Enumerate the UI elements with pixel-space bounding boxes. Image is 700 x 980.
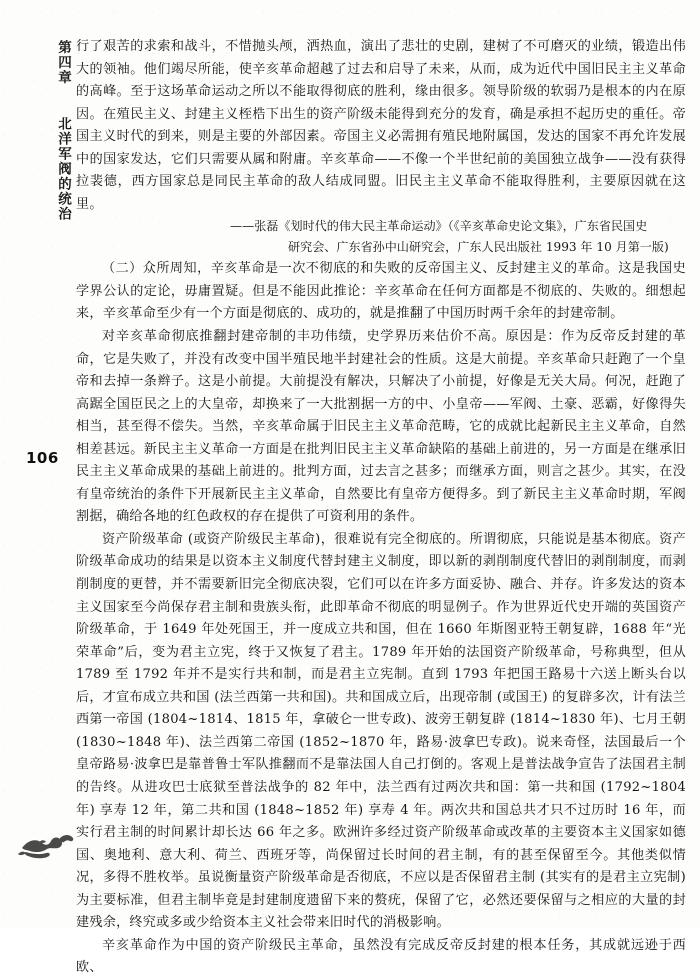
citation-block (76, 216, 686, 258)
body-text-column (76, 36, 686, 980)
chapter-title: 北洋军阀的统治 (55, 116, 71, 222)
chapter-number: 第四章 (55, 40, 71, 85)
citation-line-publisher: 研究会、广东省孙中山研究会，广东人民出版社 1993 年 10 月第一版) (288, 240, 669, 255)
paragraph: 辛亥革命作为中国的资产阶级民主革命，虽然没有完成反帝反封建的根本任务，其成就远逊于西欧、 (76, 937, 686, 976)
page-number: 106 (26, 449, 59, 467)
dragon-ornament (16, 818, 78, 862)
citation-line-source: ——张磊《划时代的伟大民主革命运动》（《辛亥革命史论文集》，广东省民国史 (230, 219, 648, 234)
paragraph: 资产阶级革命 (或资产阶级民主革命)，很难说有完全彻底的。所谓彻底，只能说是基本彻底。资产阶级革命成功的结果是以资本主义制度代替封建主义制度，即以新的剥削制度代替旧的剥削制度，而剥削制度的更替，并不需要新旧完全彻底决裂，它们可以在许多方面妥协、融合、并存。许多发达的资本主义国家至今尚保存君主制和贵族头衔，此即革命不彻底的明显例子。作为世界近代史开端的英国资产阶级革命，于 1649 年处死国王，并一度成立共和国，但在 1660 年斯图亚特王朝复辟，1688 年“光荣革命”后，变为君主立宪，终于又恢复了君主。1789 年开始的法国资产阶级革命，号称典型，但从 1789 至 1792 年并不是实行共和制，而是君主立宪制。直到 1793 年把国王路易十六送上断头台以后，才宣布成立共和国 (法兰西第一共和国)。共和国成立后，出现帝制 (或国王) 的复辟多次，计有法兰西第一帝国 (1804~1814、1815 年，拿破仑一世专政)、波旁王朝复辟 (1814~1830 年)、七月王朝 (1830~1848 年)、法兰西第二帝国 (1852~1870 年，路易·波拿巴专政)。说来奇怪，法国最后一个皇帝路易·波拿巴是靠普鲁士军队推翻而不是靠法国人自己打倒的。客观上是普法战争宣告了法国君主制的告终。从进攻巴士底狱至普法战争的 82 年中，法兰西有过两次共和国：第一共和国 (1792~1804 年) 享寿 12 年，第二共和国 (1848~1852 年) 享寿 4 年。两次共和国总共才只不过历时 16 年，而实行君主制的时间累计却长达 66 年之多。欧洲许多经过资产阶级革命或改革的主要资本主义国家如德国、奥地利、意大利、荷兰、西班牙等，尚保留过长时间的君主制，有的甚至保留至今。其他类似情况，多得不胜枚举。虽说衡量资产阶级革命是否彻底，不应以是否保留君主制 (其实有的是君主立宪制) 为主要标准，但君主制毕竟是封建制度遗留下来的赘疣，保留了它，必然还要保留与之相应的大量的封建残余，终究或多或少给资本主义社会带来旧时代的消极影响。 (76, 531, 686, 931)
paragraph: （二）众所周知，辛亥革命是一次不彻底的和失败的反帝国主义、反封建主义的革命。这是我国史学界公认的定论，毋庸置疑。但是不能因此推论：辛亥革命在任何方面都是不彻底的、失败的。细想起来，辛亥革命至少有一个方面是彻底的、成功的，就是推翻了中国历时两千余年的封建帝制。 (76, 261, 686, 322)
paragraph: 行了艰苦的求索和战斗，不惜抛头颅，洒热血，演出了悲壮的史剧，建树了不可磨灭的业绩，锻造出伟大的领袖。他们竭尽所能，使辛亥革命超越了过去和启导了未来，从而，成为近代中国旧民主主义革命的高峰。至于这场革命运动之所以不能取得彻底的胜利，缘由很多。领导阶级的软弱乃是根本的内在原因。在殖民主义、封建主义桎梏下出生的资产阶级未能得到充分的发育，确是承担不起历史的重任。帝国主义时代的到来，则是主要的外部因素。帝国主义必需拥有殖民地附属国，发达的国家不再允许发展中的国家发达，它们只需要从属和附庸。辛亥革命——不像一个半世纪前的美国独立战争——没有获得拉裴德，西方国家总是同民主革命的敌人结成同盟。旧民主主义革命不能取得胜利，主要原因就在这里。 (76, 39, 686, 212)
paragraph: 对辛亥革命彻底推翻封建帝制的丰功伟绩，史学界历来估价不高。原因是：作为反帝反封建的革命，它是失败了，并没有改变中国半殖民地半封建社会的性质。这是大前提。辛亥革命只赶跑了一个皇帝和去掉一条辫子。这是小前提。大前提没有解决，只解决了小前提，好像是无关大局。何况，赶跑了高踞全国臣民之上的大皇帝，却换来了一大批割据一方的中、小皇帝——军阀、土豪、恶霸，好像得失相当，甚至得不偿失。当然，辛亥革命属于旧民主主义革命范畴，它的成就比起新民主主义革命，自然相差甚远。新民主主义革命一方面是在批判旧民主主义革命缺陷的基础上前进的，另一方面是在继承旧民主主义革命成果的基础上前进的。批判方面，过去言之甚多；而继承方面，则言之甚少。其实，在没有皇帝统治的条件下开展新民主主义革命，自然要比有皇帝方便得多。到了新民主主义革命时期，军阀割据，确给各地的红色政权的存在提供了可资利用的条件。 (76, 329, 686, 525)
chapter-marker (30, 40, 70, 250)
